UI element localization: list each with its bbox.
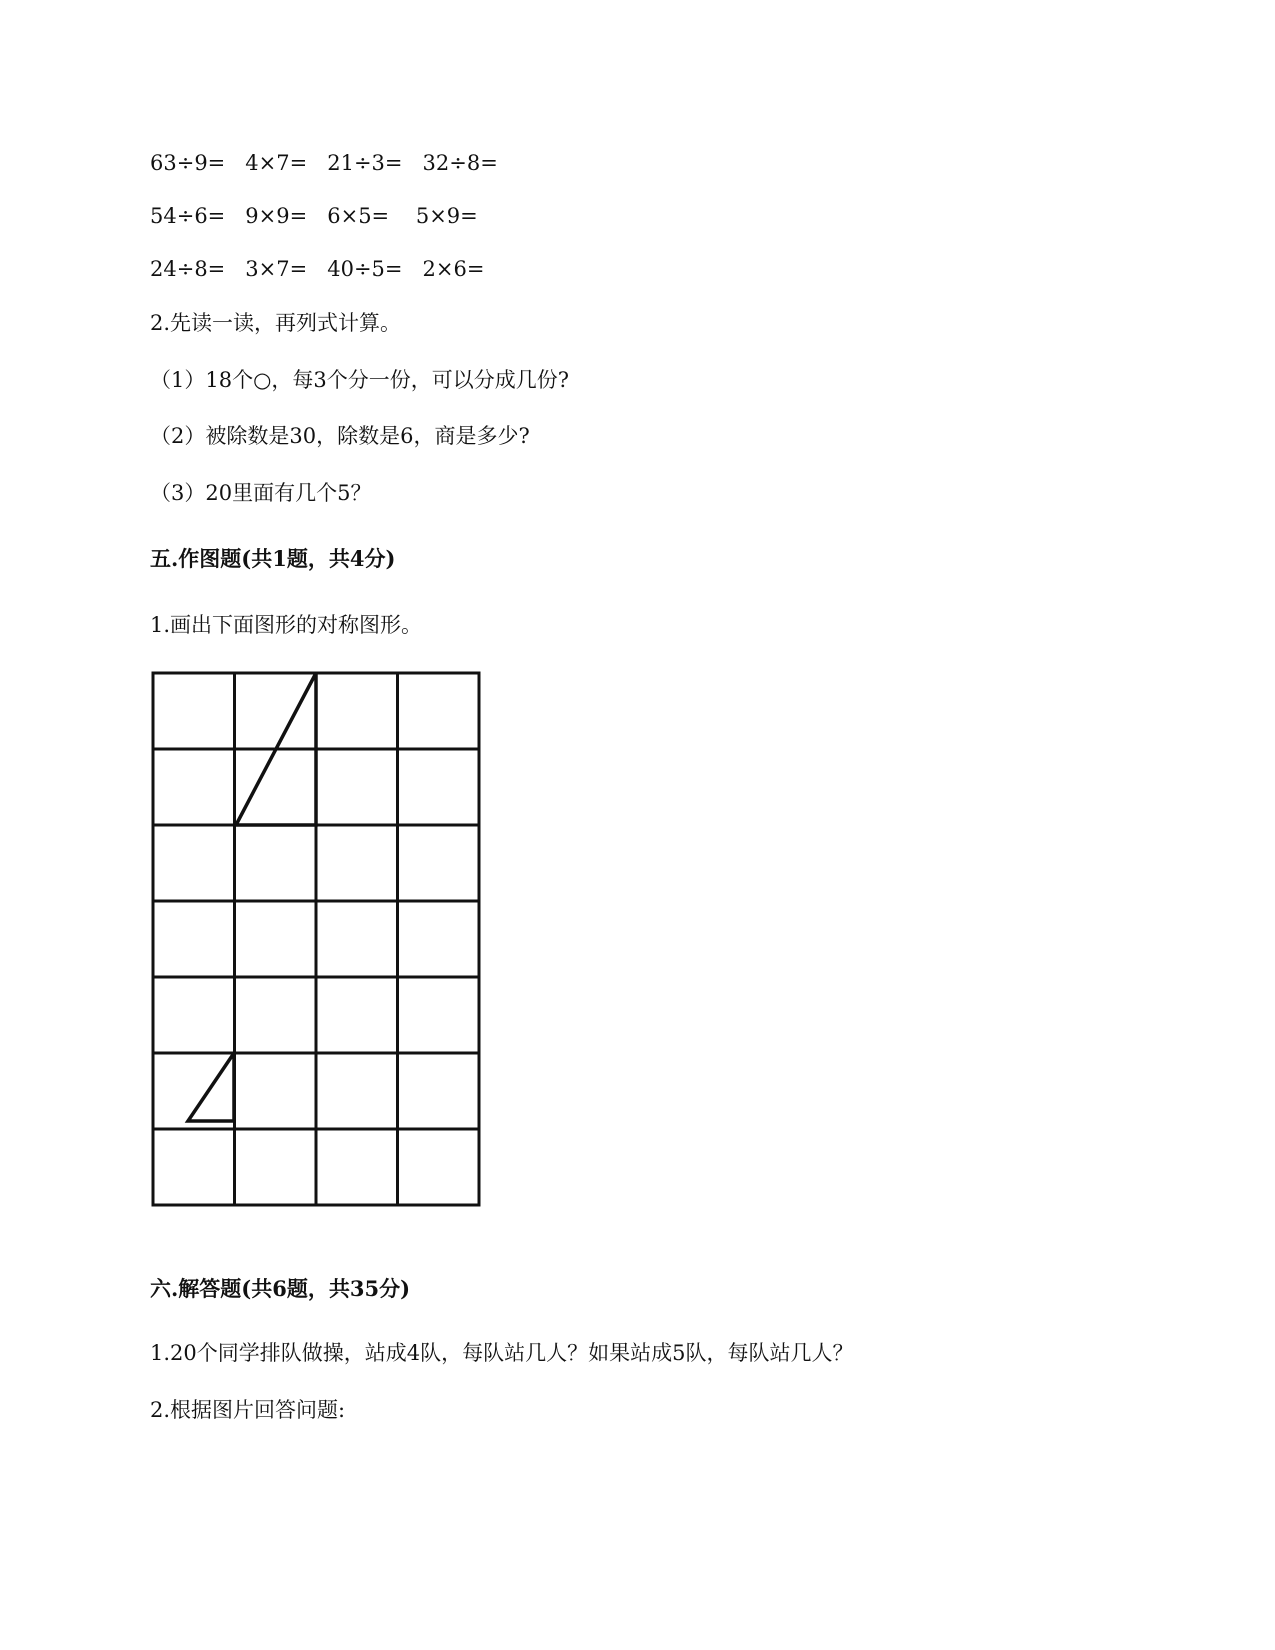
symmetry-grid-svg	[150, 670, 485, 1210]
symmetry-grid-figure	[150, 670, 485, 1210]
question-2-title: 2.先读一读，再列式计算。	[150, 311, 402, 335]
calc-row-3: 24÷8= 3×7= 40÷5= 2×6=	[150, 257, 485, 281]
question-2-item-3: （3）20里面有几个5？	[150, 481, 372, 505]
section-6-question-1: 1.20个同学排队做操，站成4队，每队站几人？如果站成5队，每队站几人？	[150, 1341, 854, 1365]
small-triangle	[188, 1053, 234, 1121]
calc-row-2: 54÷6= 9×9= 6×5= 5×9=	[150, 204, 478, 228]
question-2-item-2: （2）被除数是30，除数是6，商是多少?	[150, 424, 530, 448]
calc-row-1: 63÷9= 4×7= 21÷3= 32÷8=	[150, 151, 498, 175]
section-6-question-2: 2.根据图片回答问题:	[150, 1398, 346, 1422]
section-6-heading: 六.解答题(共6题，共35分)	[150, 1276, 411, 1301]
section-5-heading: 五.作图题(共1题，共4分)	[150, 546, 396, 571]
section-5-question-1: 1.画出下面图形的对称图形。	[150, 613, 423, 637]
question-2-item-1: （1）18个○，每3个分一份，可以分成几份?	[150, 368, 570, 392]
